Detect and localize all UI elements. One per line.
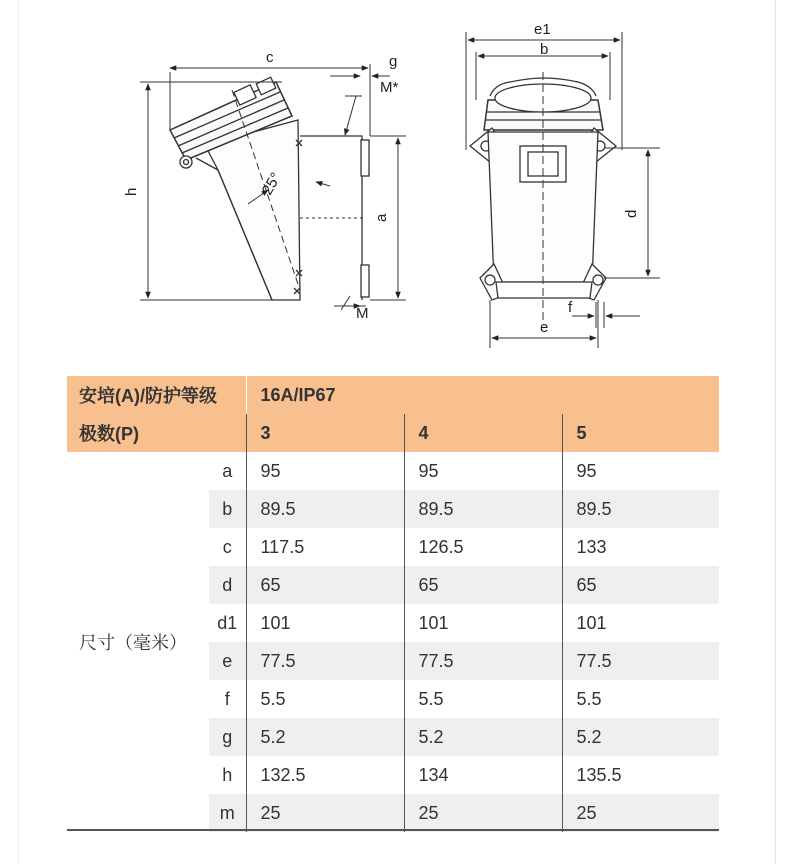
cell-value: 132.5 — [260, 764, 306, 785]
cell-value: 89.5 — [562, 490, 719, 528]
cell-value: 126.5 — [404, 528, 562, 566]
cell-value: 89.5 — [246, 490, 404, 528]
cell-value: 134 — [404, 756, 562, 794]
cell-value: 5.2 — [562, 718, 719, 756]
spec-table — [67, 376, 719, 832]
cell-value: 95 — [404, 452, 562, 490]
cell-value: 101 — [562, 604, 719, 642]
header-label-rating: 安培(A)/防护等级 — [67, 376, 246, 414]
dim-label-b: b — [540, 41, 549, 58]
header-label-poles: 极数(P) — [67, 414, 246, 452]
dim-label-h: h — [123, 187, 140, 196]
pole-count: 3 — [246, 414, 404, 452]
row-symbol: m — [209, 794, 246, 832]
row-symbol: d — [209, 566, 246, 604]
cell-value: 89.5 — [404, 490, 562, 528]
cell-value: 25 — [404, 794, 562, 832]
row-symbol: g — [209, 718, 246, 756]
row-symbol: c — [209, 528, 246, 566]
header-row-poles — [67, 414, 719, 452]
cell-value: 101 — [260, 612, 291, 633]
dim-label-f: f — [568, 299, 573, 316]
header-row-rating — [67, 376, 719, 414]
row-symbol: e — [209, 642, 246, 680]
cell-value: 95 — [562, 452, 719, 490]
dim-label-m: M — [356, 305, 369, 322]
dim-label-g: g — [389, 53, 398, 70]
table-bottom-rule — [67, 829, 719, 831]
row-symbol: d1 — [209, 604, 246, 642]
dim-label-e: e — [540, 319, 549, 336]
cell-value: 65 — [404, 566, 562, 604]
row-symbol: a — [209, 452, 246, 490]
dim-label-e1: e1 — [534, 21, 551, 38]
row-symbol: f — [209, 680, 246, 718]
pole-count: 4 — [404, 414, 562, 452]
dim-label-m-star: M* — [380, 79, 399, 96]
cell-value: 5.5 — [260, 688, 286, 709]
dimension-group-label: 尺寸（毫米） — [79, 633, 187, 653]
cell-value: 25 — [246, 794, 404, 832]
technical-drawing — [0, 0, 790, 370]
cell-value: 95 — [260, 460, 281, 481]
cell-value: 135.5 — [562, 756, 719, 794]
table-row — [67, 452, 719, 490]
row-symbol: b — [209, 490, 246, 528]
dim-label-angle: 25° — [258, 169, 285, 198]
cell-value: 77.5 — [562, 642, 719, 680]
cell-value: 5.5 — [404, 680, 562, 718]
pole-count: 5 — [562, 414, 719, 452]
cell-value: 5.2 — [404, 718, 562, 756]
dim-label-a: a — [373, 213, 390, 222]
cell-value: 5.2 — [246, 718, 404, 756]
cell-value: 77.5 — [404, 642, 562, 680]
cell-value: 25 — [562, 794, 719, 832]
cell-value: 101 — [404, 604, 562, 642]
dim-label-c: c — [266, 49, 274, 66]
cell-value: 117.5 — [260, 536, 305, 557]
header-value-rating: 16A/IP67 — [246, 376, 719, 414]
cell-value: 65 — [246, 566, 404, 604]
front-view-drawing — [470, 72, 616, 320]
row-symbol: h — [209, 756, 246, 794]
cell-value: 133 — [562, 528, 719, 566]
cell-value: 77.5 — [246, 642, 404, 680]
dim-label-d: d — [623, 209, 640, 218]
cell-value: 65 — [562, 566, 719, 604]
cell-value: 5.5 — [562, 680, 719, 718]
